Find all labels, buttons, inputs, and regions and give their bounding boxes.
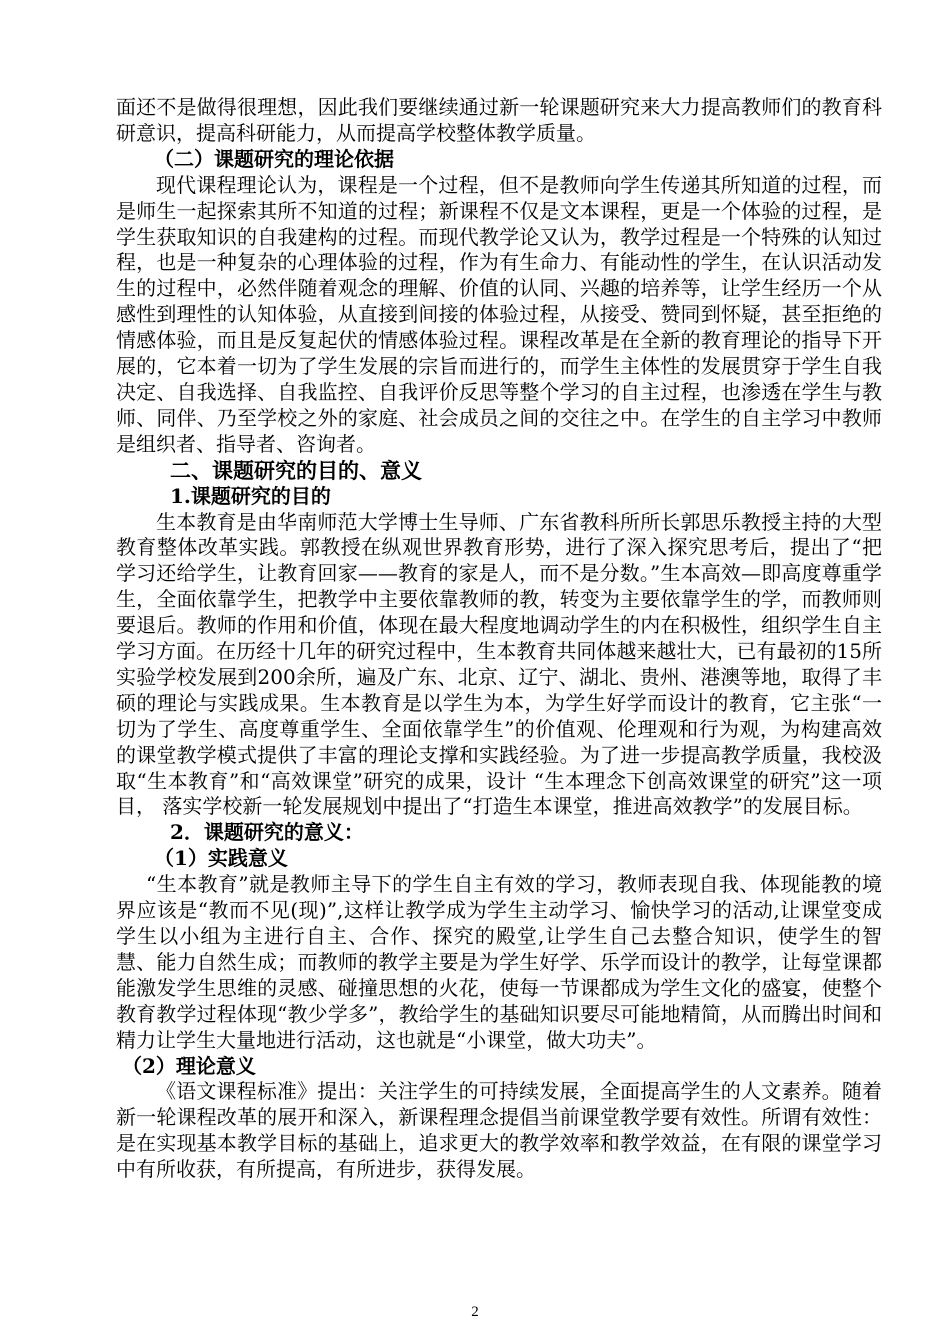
page-body — [116, 95, 882, 1183]
heading-research-significance: 2．课题研究的意义： — [170, 820, 364, 845]
paragraph-practical-significance: “生本教育”就是教师主导下的学生自主有效的学习，教师表现自我、体现能教的境界应该是“教而不见(现)”,这样让教学成为学生主动学习、愉快学习的活动,让课堂变成学生以小组为主进行自主、合作、探究的殿堂,让学生自己去整合知识，使学生的智慧、能力自然生成；而教师的教学主要是为学生好学、乐学而设计的教学，让每堂课都能激发学生思维的灵感、碰撞思想的火花，使每一节课都成为学生文化的盛宴，使整个教育教学过程体现“教少学多”，教给学生的基础知识要尽可能地精简，从而腾出时间和精力让学生大量地进行活动，这也就是“小课堂，做大功夫”。 — [116, 872, 882, 1052]
page-number: 2 — [471, 1304, 479, 1320]
paragraph-intro-continuation: 面还不是做得很理想，因此我们要继续通过新一轮课题研究来大力提高教师们的教育科研意识，提高科研能力，从而提高学校整体教学质量。 — [116, 95, 882, 145]
heading-theory-basis: （二）课题研究的理论依据 — [154, 146, 394, 171]
heading-practical-significance: （1）实践意义 — [154, 846, 288, 871]
paragraph-research-purpose: 生本教育是由华南师范大学博士生导师、广东省教科所所长郭思乐教授主持的大型教育整体改革实践。郭教授在纵观世界教育形势，进行了深入探究思考后，提出了“把学习还给学生，让教育回家——教育的家是人，而不是分数。”生本高效—即高度尊重学生，全面依靠学生，把教学中主要依靠教师的教，转变为主要依靠学生的学，而教师则要退后。教师的作用和价值，体现在最大程度地调动学生的内在积极性，组织学生自主学习方面。在历经十几年的研究过程中，生本教育共同体越来越壮大，已有最初的15所实验学校发展到200余所，遍及广东、北京、辽宁、湖北、贵州、港澳等地，取得了丰硕的理论与实践成果。生本教育是以学生为本，为学生好学而设计的教育，它主张“一切为了学生、高度尊重学生、全面依靠学生”的价值观、伦理观和行为观，为构建高效的课堂教学模式提供了丰富的理论支撑和实践经验。为了进一步提高教学质量，我校汲取“生本教育”和“高效课堂”研究的成果，设计 “生本理念下创高效课堂的研究”这一项目， 落实学校新一轮发展规划中提出了“打造生本课堂，推进高效教学”的发展目标。 — [116, 509, 882, 819]
heading-purpose-significance: 二、课题研究的目的、意义 — [170, 457, 422, 483]
paragraph-theory-basis: 现代课程理论认为，课程是一个过程，但不是教师向学生传递其所知道的过程，而是师生一起探索其所不知道的过程；新课程不仅是文本课程，更是一个体验的过程，是学生获取知识的自我建构的过程。而现代教学论又认为，教学过程是一个特殊的认知过程，也是一种复杂的心理体验的过程，作为有生命力、有能动性的学生，在认识活动发生的过程中，必然伴随着观念的理解、价值的认同、兴趣的培养等，让学生经历一个从感性到理性的认知体验，从直接到间接的体验过程，从接受、赞同到怀疑，甚至拒绝的情感体验，而且是反复起伏的情感体验过程。课程改革是在全新的教育理论的指导下开展的，它本着一切为了学生发展的宗旨而进行的，而学生主体性的发展贯穿于学生自我决定、自我选择、自我监控、自我评价反思等整个学习的自主过程，也渗透在学生与教师、同伴、乃至学校之外的家庭、社会成员之间的交往之中。在学生的自主学习中教师是组织者、指导者、咨询者。 — [116, 172, 882, 456]
paragraph-theoretical-significance: 《语文课程标准》提出：关注学生的可持续发展，全面提高学生的人文素养。随着新一轮课程改革的展开和深入，新课程理念提倡当前课堂教学要有效性。所谓有效性：是在实现基本教学目标的基础上，追求更大的教学效率和教学效益，在有限的课堂学习中有所收获，有所提高，有所进步，获得发展。 — [116, 1079, 882, 1182]
heading-theoretical-significance: （2）理论意义 — [122, 1053, 256, 1078]
heading-research-purpose: 1.课题研究的目的 — [170, 483, 331, 508]
